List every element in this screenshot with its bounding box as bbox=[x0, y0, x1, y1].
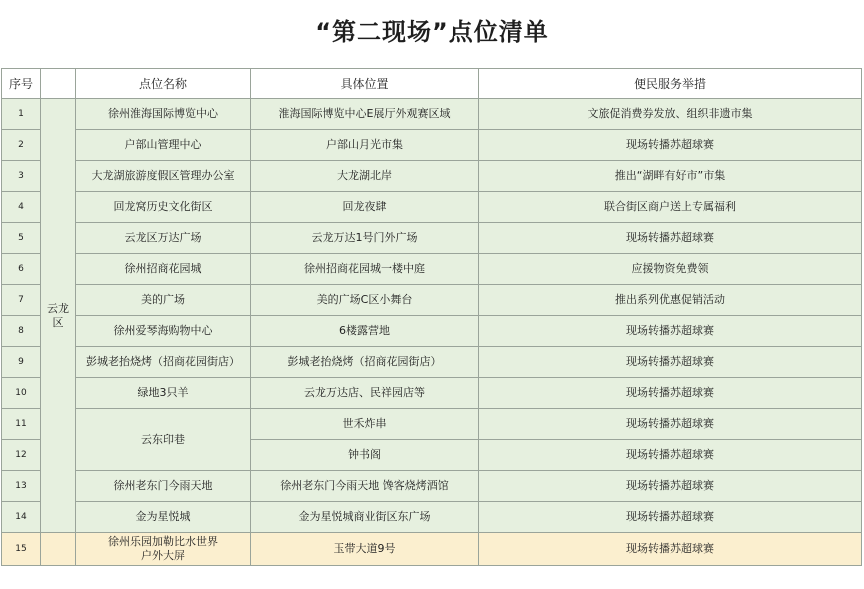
row-seq: 9 bbox=[2, 347, 41, 378]
table-row bbox=[2, 130, 862, 161]
row-name: 徐州淮海国际博览中心 bbox=[76, 99, 251, 130]
row-name-line: 户外大屏 bbox=[141, 549, 185, 562]
table-row bbox=[2, 161, 862, 192]
row-location: 徐州招商花园城一楼中庭 bbox=[251, 254, 479, 285]
row-location: 钟书阁 bbox=[251, 440, 479, 471]
table-row bbox=[2, 378, 862, 409]
row-seq: 8 bbox=[2, 316, 41, 347]
row-seq: 13 bbox=[2, 471, 41, 502]
row-district-empty bbox=[41, 533, 76, 566]
row-seq: 2 bbox=[2, 130, 41, 161]
table-row bbox=[2, 223, 862, 254]
header-district bbox=[41, 69, 76, 99]
row-name: 大龙湖旅游度假区管理办公室 bbox=[76, 161, 251, 192]
table-row bbox=[2, 254, 862, 285]
row-seq: 10 bbox=[2, 378, 41, 409]
row-measure: 现场转播苏超球赛 bbox=[479, 347, 862, 378]
row-location: 淮海国际博览中心E展厅外观赛区域 bbox=[251, 99, 479, 130]
row-seq: 15 bbox=[2, 533, 41, 566]
table-row bbox=[2, 99, 862, 130]
row-location: 世禾炸串 bbox=[251, 409, 479, 440]
row-seq: 4 bbox=[2, 192, 41, 223]
row-measure: 现场转播苏超球赛 bbox=[479, 502, 862, 533]
district-cell: 云龙区 bbox=[41, 99, 76, 533]
row-measure: 联合街区商户送上专属福利 bbox=[479, 192, 862, 223]
row-measure: 文旅促消费券发放、组织非遗市集 bbox=[479, 99, 862, 130]
row-measure: 现场转播苏超球赛 bbox=[479, 440, 862, 471]
table-row bbox=[2, 285, 862, 316]
header-seq: 序号 bbox=[2, 69, 41, 99]
row-location: 6楼露营地 bbox=[251, 316, 479, 347]
row-name: 徐州老东门今雨天地 bbox=[76, 471, 251, 502]
row-seq: 7 bbox=[2, 285, 41, 316]
table-row bbox=[2, 471, 862, 502]
row-seq: 14 bbox=[2, 502, 41, 533]
row-location: 户部山月光市集 bbox=[251, 130, 479, 161]
row-name: 绿地3只羊 bbox=[76, 378, 251, 409]
row-measure: 推出系列优惠促销活动 bbox=[479, 285, 862, 316]
row-name: 金为星悦城 bbox=[76, 502, 251, 533]
row-seq: 11 bbox=[2, 409, 41, 440]
row-measure: 现场转播苏超球赛 bbox=[479, 378, 862, 409]
row-seq: 3 bbox=[2, 161, 41, 192]
row-name: 徐州爱琴海购物中心 bbox=[76, 316, 251, 347]
row-measure: 现场转播苏超球赛 bbox=[479, 316, 862, 347]
row-measure: 推出“湖畔有好市”市集 bbox=[479, 161, 862, 192]
row-name: 云东印巷 bbox=[76, 409, 251, 471]
row-location: 美的广场C区小舞台 bbox=[251, 285, 479, 316]
row-measure: 现场转播苏超球赛 bbox=[479, 409, 862, 440]
row-seq: 12 bbox=[2, 440, 41, 471]
row-name-line: 徐州乐园加勒比水世界 bbox=[108, 535, 218, 548]
row-location: 玉带大道9号 bbox=[251, 533, 479, 566]
header-name: 点位名称 bbox=[76, 69, 251, 99]
row-location: 回龙夜肆 bbox=[251, 192, 479, 223]
table-row bbox=[2, 347, 862, 378]
row-location: 金为星悦城商业街区东广场 bbox=[251, 502, 479, 533]
row-measure: 应援物资免费领 bbox=[479, 254, 862, 285]
table-header-row bbox=[2, 69, 862, 99]
table-row bbox=[2, 192, 862, 223]
row-name: 回龙窝历史文化街区 bbox=[76, 192, 251, 223]
header-location: 具体位置 bbox=[251, 69, 479, 99]
table-row bbox=[2, 533, 862, 566]
row-measure: 现场转播苏超球赛 bbox=[479, 223, 862, 254]
row-location: 徐州老东门今雨天地 馋客烧烤酒馆 bbox=[251, 471, 479, 502]
row-measure: 现场转播苏超球赛 bbox=[479, 533, 862, 566]
row-measure: 现场转播苏超球赛 bbox=[479, 471, 862, 502]
site-list-table bbox=[1, 68, 862, 566]
page-title: “第二现场”点位清单 bbox=[315, 18, 549, 46]
row-name: 云龙区万达广场 bbox=[76, 223, 251, 254]
table-row bbox=[2, 409, 862, 440]
row-location: 大龙湖北岸 bbox=[251, 161, 479, 192]
row-name: 彭城老抬烧烤（招商花园街店） bbox=[76, 347, 251, 378]
table-row bbox=[2, 502, 862, 533]
row-name: 户部山管理中心 bbox=[76, 130, 251, 161]
row-name: 徐州招商花园城 bbox=[76, 254, 251, 285]
row-name: 美的广场 bbox=[76, 285, 251, 316]
row-name bbox=[76, 533, 251, 566]
row-location: 彭城老抬烧烤（招商花园街店） bbox=[251, 347, 479, 378]
table-row bbox=[2, 316, 862, 347]
header-measure: 便民服务举措 bbox=[479, 69, 862, 99]
row-seq: 1 bbox=[2, 99, 41, 130]
row-seq: 6 bbox=[2, 254, 41, 285]
row-location: 云龙万达1号门外广场 bbox=[251, 223, 479, 254]
row-measure: 现场转播苏超球赛 bbox=[479, 130, 862, 161]
row-seq: 5 bbox=[2, 223, 41, 254]
row-location: 云龙万达店、民祥园店等 bbox=[251, 378, 479, 409]
